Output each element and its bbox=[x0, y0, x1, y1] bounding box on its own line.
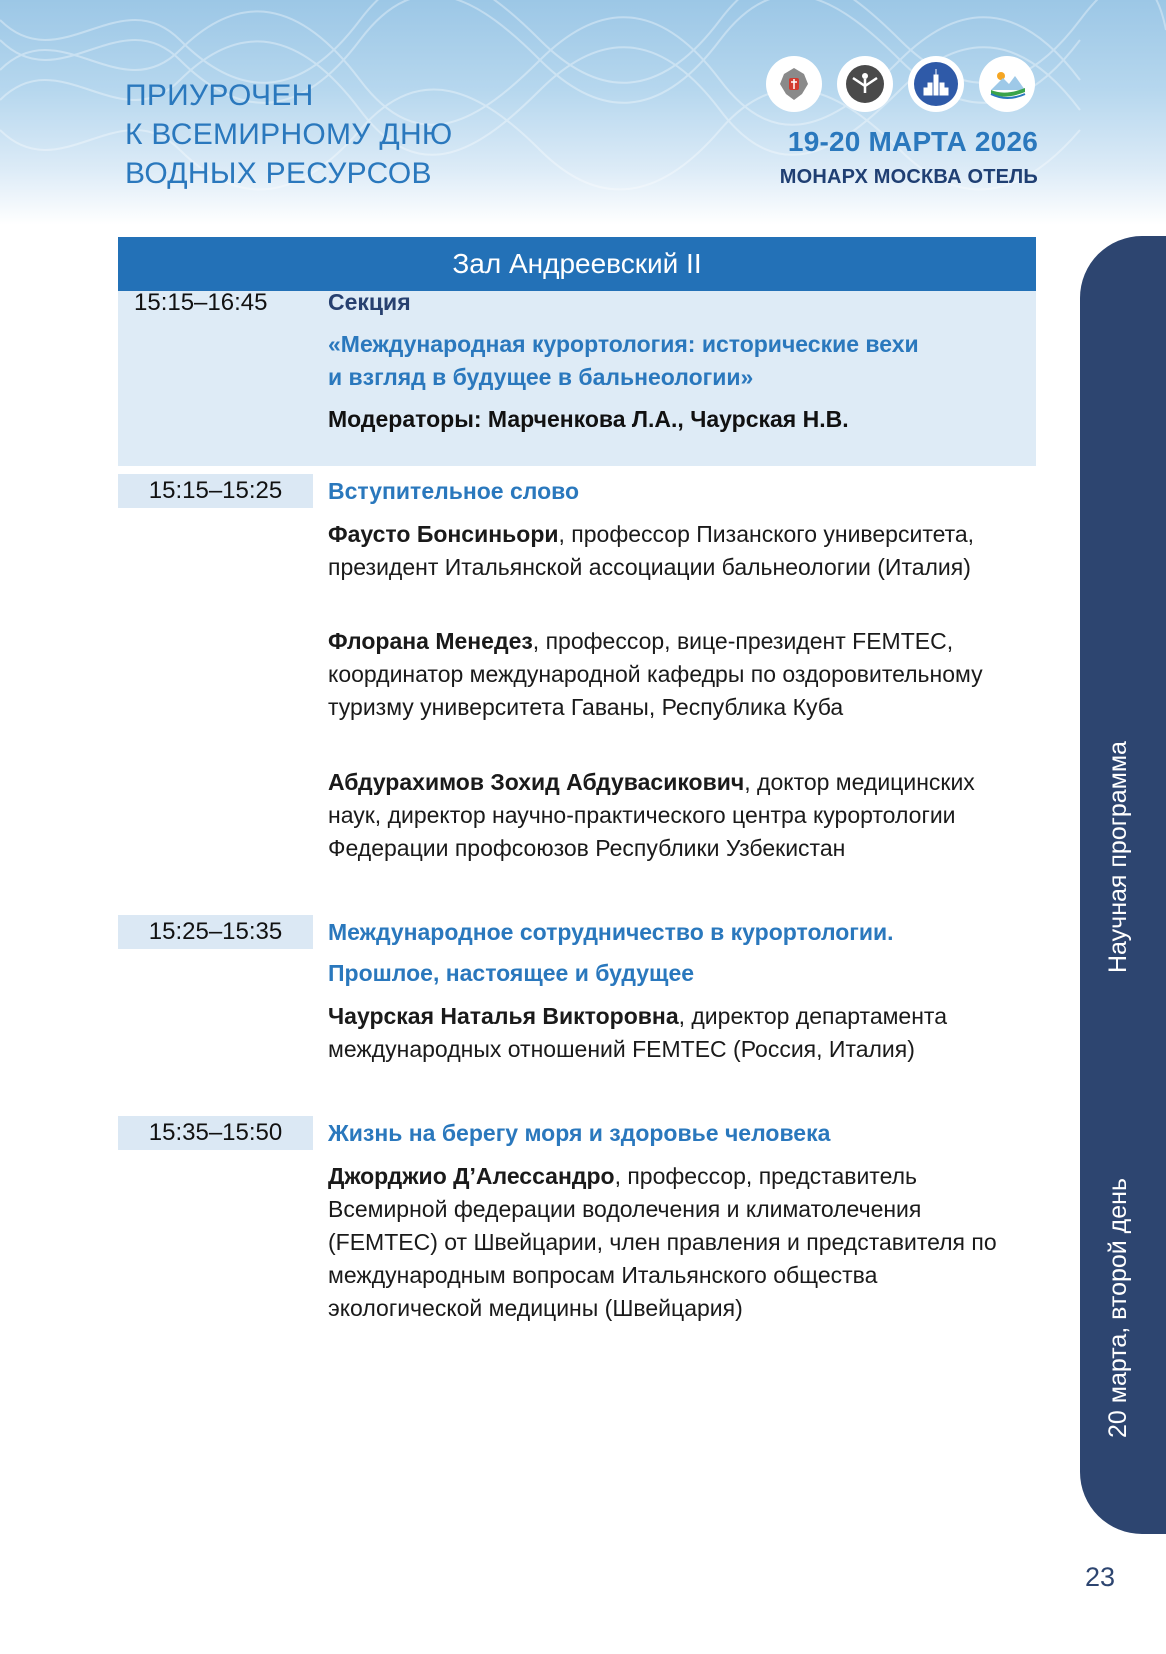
speaker-name: Фаусто Бонсиньори bbox=[328, 521, 559, 547]
speaker-1-2 bbox=[328, 625, 1008, 724]
side-tab-program: Научная программа bbox=[1104, 741, 1132, 973]
figure-rays-logo bbox=[837, 56, 893, 112]
item-2-title-line-2: Прошлое, настоящее и будущее bbox=[328, 960, 695, 986]
section-block bbox=[118, 291, 1036, 466]
time-chip-1: 15:15–15:25 bbox=[118, 474, 313, 508]
section-label: Секция bbox=[328, 289, 411, 315]
item-3-title: Жизнь на берегу моря и здоровье человека bbox=[328, 1120, 831, 1146]
university-tower-logo bbox=[908, 56, 964, 112]
speaker-2-1 bbox=[328, 1000, 1008, 1066]
event-venue: МОНАРХ МОСКВА ОТЕЛЬ bbox=[779, 166, 1038, 188]
speaker-name: Флорана Менедез bbox=[328, 628, 533, 654]
page-header bbox=[0, 0, 1166, 225]
side-tab bbox=[1080, 236, 1166, 1534]
speaker-name: Чаурская Наталья Викторовна bbox=[328, 1003, 679, 1029]
time-chip-2: 15:25–15:35 bbox=[118, 915, 313, 949]
speaker-1-1 bbox=[328, 518, 1008, 584]
section-time: 15:15–16:45 bbox=[134, 289, 268, 316]
section-title-line-1: «Международная курортология: исторические вехи bbox=[328, 331, 919, 357]
item-2-title-line-1: Международное сотрудничество в курортологии. bbox=[328, 919, 894, 945]
speaker-desc: , доктор медицинских наук, директор научно-практического центра курортологии Федерации профсоюзов Республики Узбекистан bbox=[328, 769, 975, 861]
mountain-sea-logo bbox=[979, 56, 1035, 112]
speaker-desc: , директор департамента международных отношений FEMTEC (Россия, Италия) bbox=[328, 1003, 947, 1062]
tagline-line-3: ВОДНЫХ РЕСУРСОВ bbox=[125, 157, 432, 190]
ministry-emblem-logo bbox=[766, 56, 822, 112]
item-2-title bbox=[328, 912, 894, 994]
speaker-3-1 bbox=[328, 1160, 1008, 1325]
tagline-line-1: ПРИУРОЧЕН bbox=[125, 79, 314, 112]
item-1-title: Вступительное слово bbox=[328, 478, 580, 504]
section-content bbox=[328, 289, 1018, 433]
tagline bbox=[125, 76, 453, 193]
side-tab-day: 20 марта, второй день bbox=[1104, 1177, 1132, 1438]
section-title bbox=[328, 328, 1018, 394]
time-chip-3: 15:35–15:50 bbox=[118, 1116, 313, 1150]
speaker-desc: , профессор Пизанского университета, президент Итальянской ассоциации бальнеологии (Италия) bbox=[328, 521, 975, 580]
speaker-desc: , профессор, представитель Всемирной федерации водолечения и климатолечения (FEMTEC) от Швейцарии, член правления и представителя по международным вопросам Итальянского общества экологической медицины (Швейцария) bbox=[328, 1163, 997, 1321]
page-number: 23 bbox=[1085, 1562, 1116, 1592]
section-title-line-2: и взгляд в будущее в бальнеологии» bbox=[328, 364, 754, 390]
section-moderators: Модераторы: Марченкова Л.А., Чаурская Н.В. bbox=[328, 406, 849, 432]
partner-logos bbox=[766, 56, 1035, 112]
speaker-desc: , профессор, вице-президент FEMTEC, координатор международной кафедры по оздоровительному туризму университета Гаваны, Республика Куба bbox=[328, 628, 983, 720]
speaker-name: Абдурахимов Зохид Абдувасикович bbox=[328, 769, 745, 795]
tagline-line-2: К ВСЕМИРНОМУ ДНЮ bbox=[125, 118, 453, 151]
hall-title: Зал Андреевский II bbox=[118, 237, 1036, 291]
speaker-1-3 bbox=[328, 766, 1008, 865]
speaker-name: Джорджио Д’Алессандро bbox=[328, 1163, 615, 1189]
event-date: 19-20 МАРТА 2026 bbox=[787, 126, 1038, 157]
